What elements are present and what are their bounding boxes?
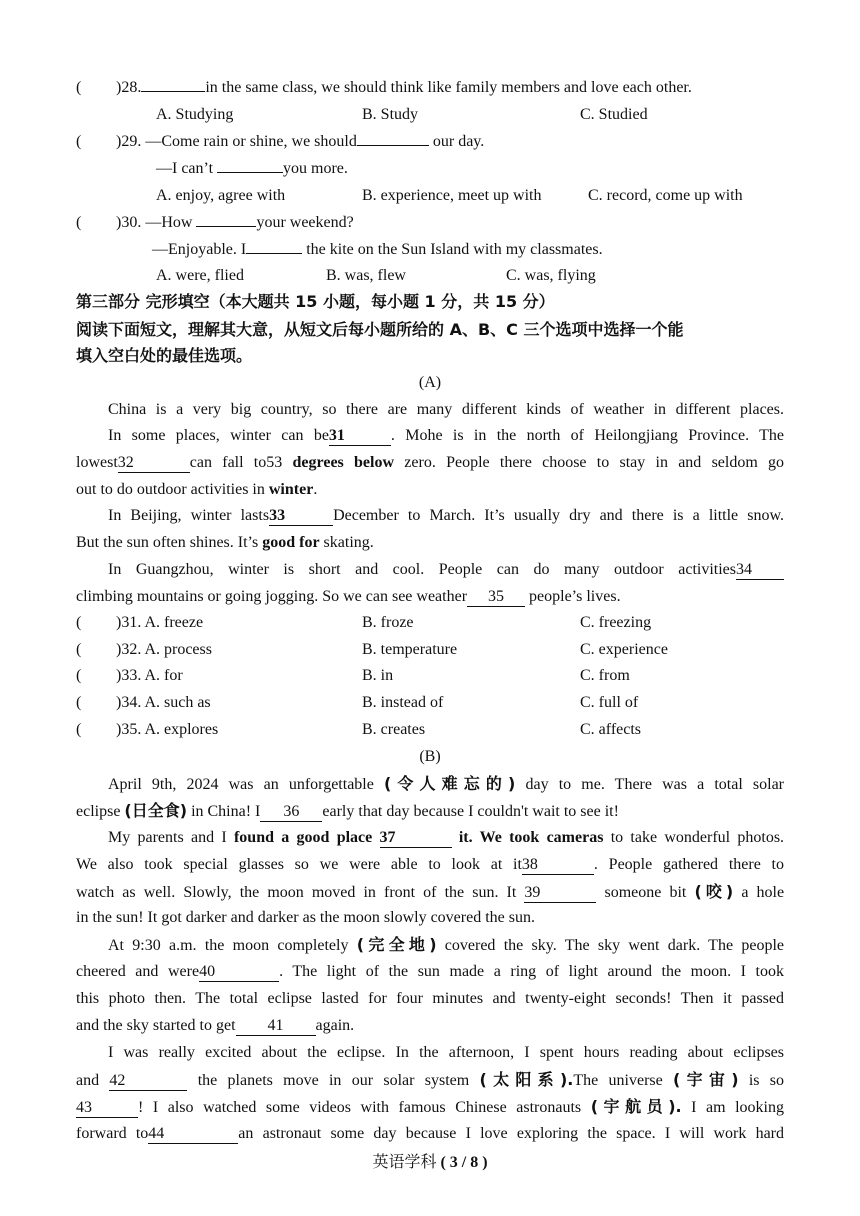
passage-text: in the sun! It got darker and darker as the moon slowly covered the sun.	[76, 909, 535, 926]
passage-text: forward to44 an astronaut some day because I love exploring the space. I will work hard	[76, 1125, 784, 1142]
option-b: B. Study	[362, 106, 419, 123]
option-a: A. Studying	[156, 106, 234, 123]
option-c: C. from	[580, 667, 630, 684]
instructions: 阅读下面短文，理解其大意，从短文后每小题所给的 A、B、C 三个选项中选择一个能	[76, 320, 684, 339]
option-c: C. record, come up with	[588, 187, 743, 204]
option-c: C. experience	[580, 641, 668, 658]
passage-text: But the sun often shines. It’s good for skating.	[76, 534, 374, 551]
passage-text: watch as well. Slowly, the moon moved in front of the sun. It 39 someone bit (咬) a hole	[76, 882, 785, 901]
option-b: B. experience, meet up with	[362, 187, 542, 204]
passage-text: I was really excited about the eclipse. In the afternoon, I spent hours reading about eclipses	[108, 1044, 784, 1061]
question-30-line2: —Enjoyable. I the kite on the Sun Island with my classmates.	[152, 241, 603, 258]
question-29-line2: —I can’t you more.	[156, 160, 348, 177]
instructions: 填入空白处的最佳选项。	[76, 346, 253, 365]
section-title: 第三部分 完形填空（本大题共 15 小题，每小题 1 分，共 15 分）	[76, 292, 555, 311]
question-28: )28. in the same class, we should think like family members and love each other.	[116, 79, 692, 96]
passage-heading: (B)	[419, 748, 441, 765]
option-c: C. was, flying	[506, 267, 596, 284]
option-b: B. creates	[362, 721, 426, 738]
answer-paren: (	[76, 79, 82, 96]
passage-text: eclipse (日全食) in China! I 36 early that day because I couldn't wait to see it!	[76, 801, 619, 820]
passage-text: and 42 the planets move in our solar system (太阳系).The universe (宇宙) is so	[76, 1070, 785, 1089]
passage-text: cheered and were40 . The light of the sun made a ring of light around the moon. I took	[76, 963, 785, 980]
option-c: C. full of	[580, 694, 639, 711]
passage-text: In Guangzhou, winter is short and cool. People can do many outdoor activities34	[108, 560, 784, 580]
page-footer	[0, 1152, 860, 1173]
option-c: C. freezing	[580, 614, 652, 631]
passage-text: In Beijing, winter lasts33 December to March. It’s usually dry and there is a little snow.	[108, 507, 784, 524]
passage-text: this photo then. The total eclipse lasted for four minutes and twenty-eight seconds! Then it passed	[76, 990, 784, 1007]
answer-paren: (	[76, 133, 82, 150]
option-c: C. Studied	[580, 106, 648, 123]
passage-text: My parents and I found a good place 37 it. We took cameras to take wonderful photos.	[108, 829, 785, 846]
option-c: C. affects	[580, 721, 642, 738]
passage-text: In some places, winter can be31 . Mohe is in the north of Heilongjiang Province. The	[108, 427, 784, 444]
option-b: B. instead of	[362, 694, 444, 711]
option-b: B. temperature	[362, 641, 458, 658]
passage-text: lowest32 can fall to53 degrees below zero. People there choose to stay in and seldom go	[76, 454, 785, 471]
option-b: B. in	[362, 667, 394, 684]
page-number: ( 3 / 8 )	[440, 1154, 488, 1171]
answer-paren: (	[76, 214, 82, 231]
passage-text: out to do outdoor activities in winter.	[76, 481, 318, 498]
passage-text: China is a very big country, so there are many different kinds of weather in different places.	[108, 401, 784, 418]
passage-heading: (A)	[418, 374, 442, 391]
passage-text: 43 ! I also watched some videos with famous Chinese astronauts (宇航员). I am looking	[76, 1097, 784, 1116]
passage-text: April 9th, 2024 was an unforgettable (令人难忘的) day to me. There was a total solar	[108, 774, 784, 793]
question-30: )30. —How your weekend?	[116, 214, 354, 231]
passage-text: At 9:30 a.m. the moon completely (完全地) covered the sky. The sky went dark. The people	[108, 935, 784, 954]
option-b: B. froze	[362, 614, 414, 631]
blank	[141, 91, 205, 92]
option-a: A. were, flied	[156, 267, 244, 284]
footer-subject: 英语学科	[372, 1152, 437, 1171]
option-b: B. was, flew	[326, 267, 406, 284]
question-29: )29. —Come rain or shine, we should our day.	[116, 133, 485, 150]
question-33: )33. A. for	[116, 667, 183, 684]
passage-text: We also took special glasses so we were able to look at it38 . People gathered there to	[76, 856, 784, 873]
question-31: )31. A. freeze	[116, 614, 204, 631]
passage-text: climbing mountains or going jogging. So we can see weather 35 people’s lives.	[76, 588, 621, 605]
question-35: )35. A. explores	[116, 721, 219, 738]
question-32: )32. A. process	[116, 641, 212, 658]
passage-text: and the sky started to get 41 again.	[76, 1017, 355, 1034]
option-a: A. enjoy, agree with	[156, 187, 286, 204]
question-34: )34. A. such as	[116, 694, 211, 711]
